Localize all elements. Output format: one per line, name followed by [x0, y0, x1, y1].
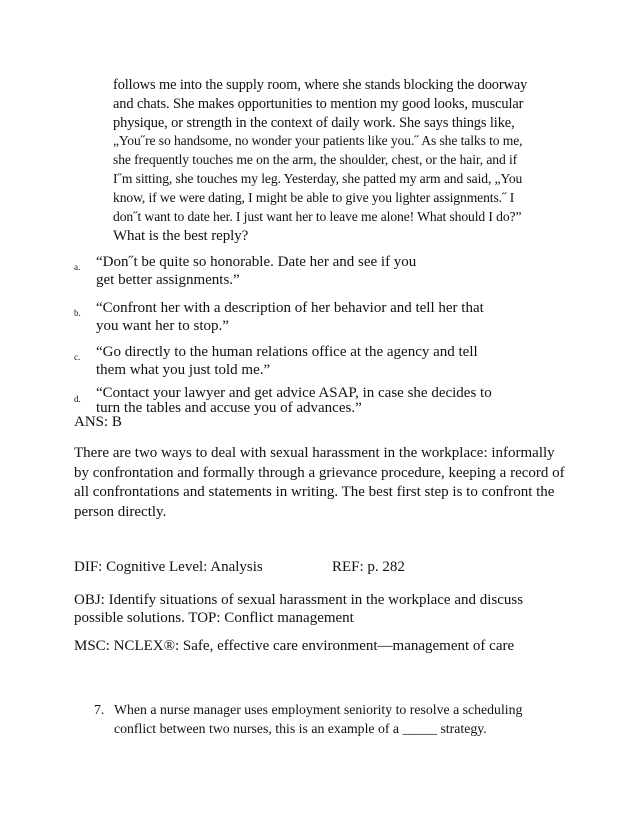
option-text	[96, 254, 416, 289]
option-line: them what you just told me.”	[96, 361, 271, 378]
option-text	[96, 300, 484, 335]
question-line: When a nurse manager uses employment seniority to resolve a scheduling	[114, 702, 523, 717]
rationale-line: person directly.	[74, 503, 167, 520]
rationale	[74, 444, 574, 522]
option-line: get better assignments.”	[96, 271, 240, 288]
question-line: conflict between two nurses, this is an example of a _____ strategy.	[114, 720, 487, 736]
stem-line: don˝t want to date her. I just want her to leave me alone! What should I do?”	[113, 208, 522, 224]
question-stem	[113, 76, 583, 246]
objective-text: possible solutions. TOP: Conflict management	[74, 610, 354, 626]
option-letter: a.	[74, 262, 81, 272]
stem-line: „You˝re so handsome, no wonder your patients like you.˝ As she talks to me,	[113, 133, 523, 149]
difficulty-line	[74, 559, 405, 576]
option-line: turn the tables and accuse you of advances.”	[96, 399, 362, 416]
stem-line: I˝m sitting, she touches my leg. Yesterday, she patted my arm and said, „You	[113, 170, 523, 186]
option-letter: d.	[74, 394, 81, 404]
stem-line: follows me into the supply room, where she stands blocking the doorway	[113, 77, 528, 93]
answer-key: ANS: B	[74, 414, 122, 430]
question-prompt: What is the best reply?	[113, 228, 249, 245]
msc-line: MSC: NCLEX®: Safe, effective care environment—management of care	[74, 638, 515, 654]
option-line: “Contact your lawyer and get advice ASAP, in case she decides to	[96, 385, 492, 401]
question-text	[114, 701, 522, 738]
reference-label: REF: p. 282	[332, 559, 405, 575]
stem-line: she frequently touches me on the arm, the shoulder, chest, or the hair, and if	[113, 152, 518, 168]
rationale-line: by confrontation and formally through a grievance procedure, keeping a record of	[74, 464, 565, 481]
option-line: “Don˝t be quite so honorable. Date her and see if you	[96, 254, 417, 270]
difficulty-label: DIF: Cognitive Level: Analysis	[74, 559, 263, 575]
rationale-line: all confrontations and statements in writing. The best first step is to confront the	[74, 484, 555, 500]
option-line: you want her to stop.”	[96, 317, 229, 334]
stem-line: physique, or strength in the context of daily work. She says things like,	[113, 114, 515, 131]
option-text	[96, 386, 492, 415]
question-number: 7.	[94, 702, 105, 717]
option-line: “Confront her with a description of her behavior and tell her that	[96, 300, 484, 316]
rationale-line: There are two ways to deal with sexual harassment in the workplace: informally	[74, 445, 555, 461]
option-letter: c.	[74, 352, 81, 362]
stem-line: know, if we were dating, I might be able to give you lighter assignments.˝ I	[113, 189, 515, 205]
objective-line	[74, 591, 523, 627]
option-line: “Go directly to the human relations office at the agency and tell	[96, 344, 478, 360]
objective-text: OBJ: Identify situations of sexual harassment in the workplace and discuss	[74, 592, 524, 608]
option-text	[96, 344, 478, 379]
stem-line: and chats. She makes opportunities to mention my good looks, muscular	[113, 95, 524, 112]
option-letter: b.	[74, 308, 81, 318]
